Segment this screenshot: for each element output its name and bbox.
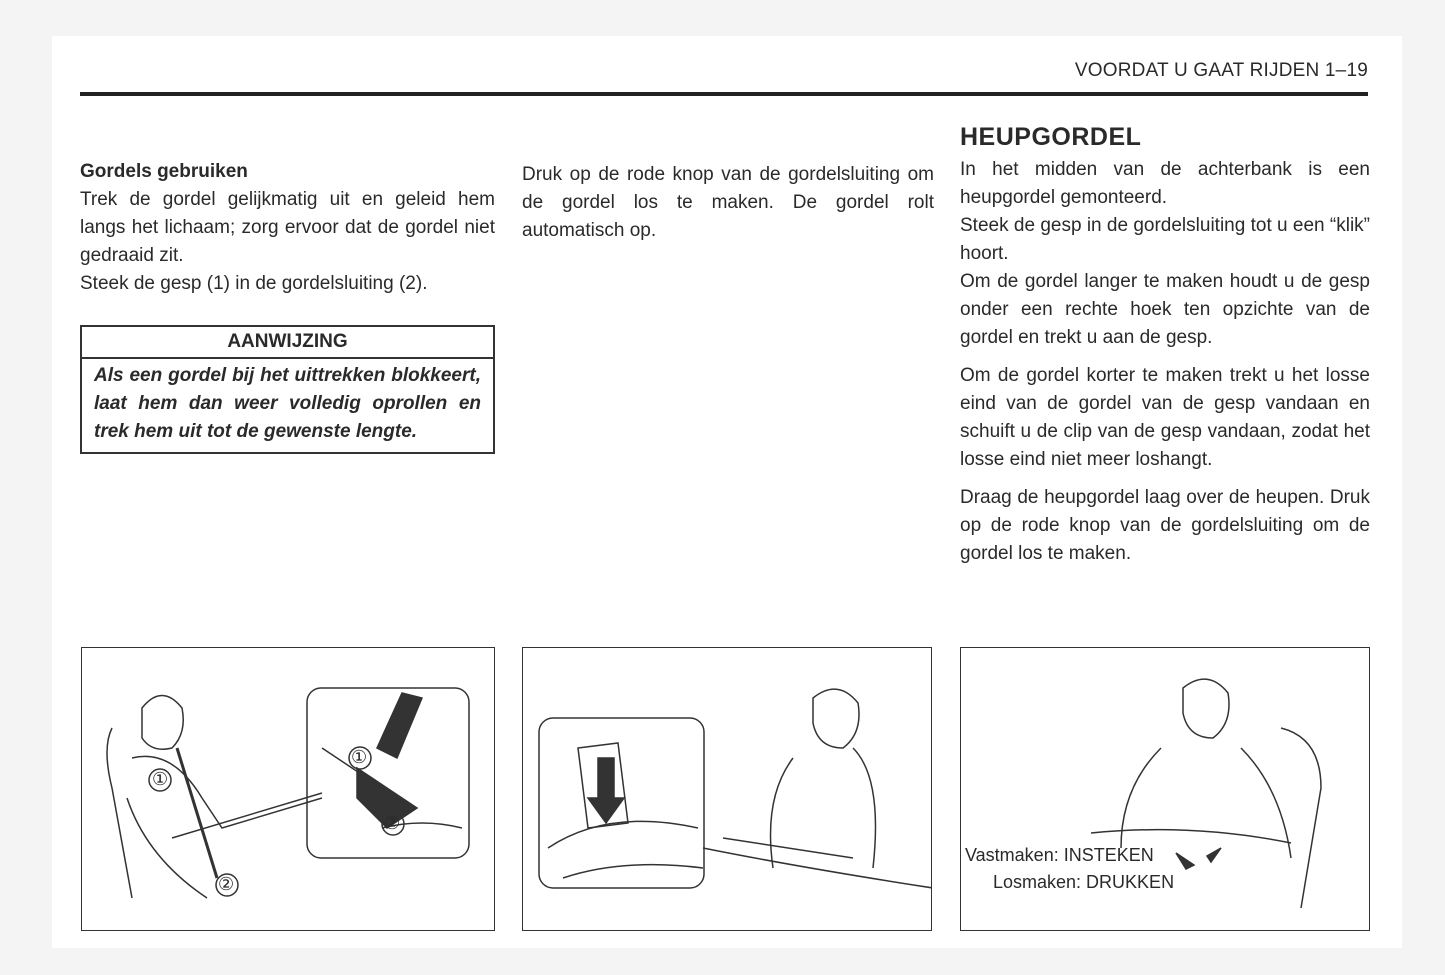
paragraph: Om de gordel korter te maken trekt u het losse eind van de gordel van de gesp vandaan en schuift u de clip van de gesp vandaan, zodat het losse eind niet meer loshangt. [960, 365, 1370, 470]
marker-2-detail: ② [384, 813, 401, 833]
marker-2: ② [218, 874, 235, 894]
note-text: Als een gordel bij het uittrekken blokkeert, laat hem dan weer volledig oprollen en trek hem uit tot de gewenste lengte. [94, 365, 481, 442]
figure-seatbelt-release [522, 647, 932, 931]
seatbelt-illustration [82, 648, 494, 930]
paragraph: Trek de gordel gelijkmatig uit en geleid hem langs het lichaam; zorg ervoor dat de gordel niet gedraaid zit. [80, 189, 495, 266]
paragraph: Druk op de rode knop van de gordelsluiting om de gordel los te maken. De gordel rolt automatisch op. [522, 164, 934, 241]
release-illustration [523, 648, 931, 930]
marker-1: ① [152, 769, 169, 789]
marker-1-detail: ① [351, 747, 368, 767]
fasten-label: Vastmaken: INSTEKEN [965, 845, 1154, 865]
note-box [80, 325, 495, 454]
paragraph: Steek de gesp in de gordelsluiting tot u een “klik” hoort. [960, 215, 1370, 264]
page-header: VOORDAT U GAAT RIJDEN 1–19 [1074, 60, 1368, 81]
note-title: AANWIJZING [82, 327, 493, 359]
paragraph: Om de gordel langer te maken houdt u de gesp onder een rechte hoek ten opzichte van de gordel en trekt u aan de gesp. [960, 271, 1370, 348]
figure-seatbelt-fasten [81, 647, 495, 931]
right-column [960, 120, 1370, 568]
figure-lap-belt [960, 647, 1370, 931]
section-title: HEUPGORDEL [960, 123, 1142, 151]
paragraph: Draag de heupgordel laag over de heupen. Druk op de rode knop van de gordelsluiting om de gordel los te maken. [960, 487, 1370, 564]
header-rule [80, 92, 1368, 96]
middle-column [522, 161, 934, 245]
paragraph: In het midden van de achterbank is een heupgordel gemonteerd. [960, 159, 1370, 208]
section-subtitle: Gordels gebruiken [80, 161, 248, 182]
paragraph: Steek de gesp (1) in de gordelsluiting (2). [80, 273, 428, 294]
left-column [80, 158, 495, 298]
release-label: Losmaken: DRUKKEN [993, 872, 1175, 892]
